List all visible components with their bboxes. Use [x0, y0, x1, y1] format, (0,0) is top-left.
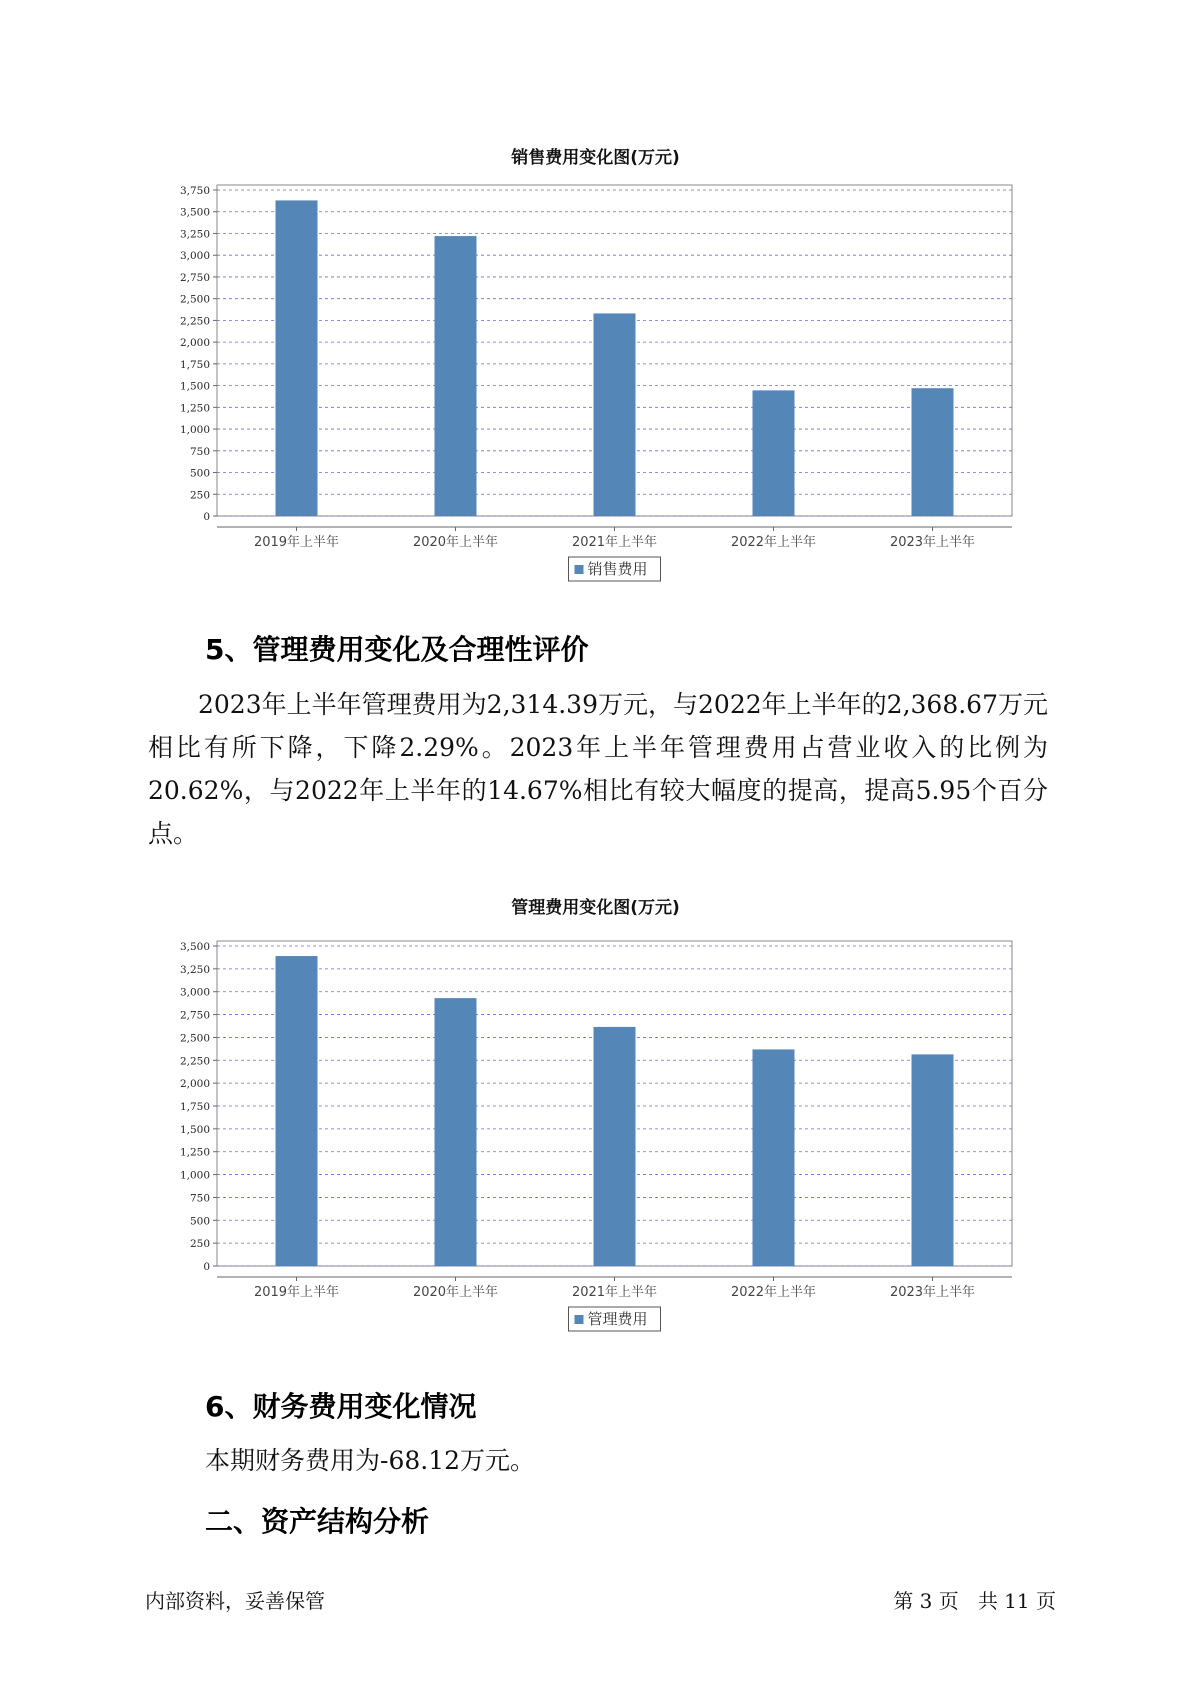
bar-4 — [753, 1049, 795, 1266]
y-tick-label: 750 — [189, 445, 210, 458]
y-tick-label: 1,500 — [179, 380, 210, 393]
x-tick-label: 2020年上半年 — [412, 1285, 499, 1300]
bar-2 — [435, 236, 477, 516]
bar-4 — [753, 390, 795, 516]
y-tick-label: 2,250 — [179, 1055, 210, 1068]
y-tick-label: 3,500 — [179, 206, 210, 219]
bar-3 — [594, 1027, 636, 1266]
section5-paragraph — [148, 683, 1048, 855]
legend-swatch — [575, 1315, 584, 1324]
legend-label: 销售费用 — [587, 560, 648, 578]
legend-label: 管理费用 — [587, 1310, 648, 1328]
y-tick-label: 0 — [203, 1261, 210, 1273]
section5-heading: 5、管理费用变化及合理性评价 — [205, 633, 589, 666]
bar-1 — [276, 956, 318, 1266]
y-tick-label: 250 — [189, 489, 210, 502]
y-tick-label: 500 — [189, 1215, 210, 1228]
x-tick-label: 2021年上半年 — [571, 535, 658, 550]
section5-paragraph-text: 2023年上半年管理费用为2,314.39万元，与2022年上半年的2,368.67万元相比有所下降，下降2.29%。2023年上半年管理费用占营业收入的比例为20.62%，与2022年上半年的14.67%相比有较大幅度的提高，提高5.95个百分点。 — [148, 690, 1048, 848]
bar-1 — [276, 200, 318, 516]
y-tick-label: 3,000 — [179, 250, 210, 263]
bar-5 — [912, 388, 954, 516]
legend-swatch — [575, 565, 584, 574]
y-tick-label: 1,500 — [179, 1123, 210, 1136]
y-tick-label: 1,750 — [179, 358, 210, 371]
x-tick-label: 2019年上半年 — [253, 1285, 340, 1300]
chart1-title: 销售费用变化图(万元) — [511, 148, 680, 168]
bar-3 — [594, 313, 636, 516]
sales-expense-chart — [0, 175, 1191, 578]
x-tick-label: 2022年上半年 — [730, 1285, 817, 1300]
x-tick-label: 2023年上半年 — [889, 535, 976, 550]
section6-heading: 6、财务费用变化情况 — [205, 1390, 477, 1423]
y-tick-label: 3,500 — [179, 941, 210, 953]
y-tick-label: 2,750 — [179, 1009, 210, 1022]
y-tick-label: 0 — [203, 511, 210, 523]
y-tick-label: 3,250 — [179, 228, 210, 241]
y-tick-label: 250 — [189, 1238, 210, 1251]
x-tick-label: 2020年上半年 — [412, 535, 499, 550]
footer-page-number: 第 3 页 共 11 页 — [893, 1589, 1056, 1613]
footer-left: 内部资料，妥善保管 — [145, 1589, 325, 1613]
y-tick-label: 1,000 — [179, 1169, 210, 1182]
y-tick-label: 750 — [189, 1192, 210, 1205]
y-tick-label: 2,750 — [179, 271, 210, 284]
y-tick-label: 2,500 — [179, 293, 210, 306]
y-tick-label: 2,000 — [179, 337, 210, 350]
y-tick-label: 1,750 — [179, 1101, 210, 1113]
y-tick-label: 1,250 — [179, 1146, 210, 1159]
x-tick-label: 2021年上半年 — [571, 1285, 658, 1300]
section6-paragraph: 本期财务费用为-68.12万元。 — [205, 1446, 536, 1475]
y-tick-label: 2,000 — [179, 1078, 210, 1091]
admin-expense-chart — [0, 925, 1191, 1340]
x-tick-label: 2022年上半年 — [730, 535, 817, 550]
x-tick-label: 2019年上半年 — [253, 535, 340, 550]
bar-2 — [435, 998, 477, 1266]
x-tick-label: 2023年上半年 — [889, 1285, 976, 1300]
section2-heading: 二、资产结构分析 — [205, 1505, 430, 1538]
bar-5 — [912, 1054, 954, 1266]
y-tick-label: 1,000 — [179, 424, 210, 437]
y-tick-label: 1,250 — [179, 402, 210, 415]
y-tick-label: 2,500 — [179, 1032, 210, 1045]
y-tick-label: 3,750 — [179, 185, 210, 197]
y-tick-label: 500 — [189, 467, 210, 480]
y-tick-label: 3,250 — [179, 963, 210, 976]
y-tick-label: 2,250 — [179, 315, 210, 328]
y-tick-label: 3,000 — [179, 986, 210, 999]
chart2-title: 管理费用变化图(万元) — [511, 898, 680, 918]
